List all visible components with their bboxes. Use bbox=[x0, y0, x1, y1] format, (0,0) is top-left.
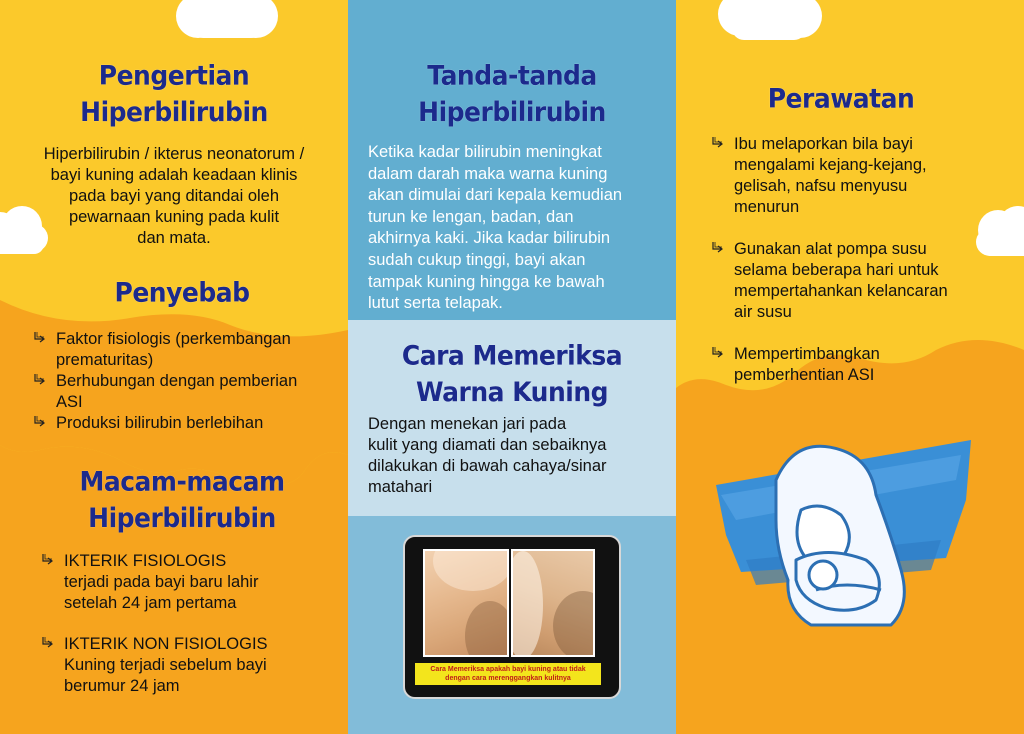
right-panel bbox=[676, 0, 1024, 734]
photo-caption-line2: dengan cara merenggangkan kulitnya bbox=[445, 675, 571, 682]
arrow-bullet-icon bbox=[40, 552, 56, 568]
tanda-line: dalam darah maka warna kuning bbox=[368, 164, 608, 183]
list-item-text: gelisah, nafsu menyusu bbox=[734, 177, 908, 195]
macam-title-line1: Macam-macam bbox=[79, 465, 285, 497]
penyebab-heading bbox=[0, 275, 348, 312]
cara-line: Dengan menekan jari pada bbox=[368, 415, 567, 433]
penyebab-list bbox=[32, 329, 342, 434]
list-item bbox=[32, 329, 342, 371]
left-panel bbox=[0, 0, 348, 734]
cara-heading bbox=[348, 337, 676, 410]
list-item-text: terjadi pada bayi baru lahir bbox=[64, 573, 259, 591]
photo-caption-line1: Cara Memeriksa apakah bayi kuning atau tidak bbox=[430, 666, 586, 673]
cloud-icon bbox=[710, 0, 830, 50]
tanda-line: turun ke lengan, badan, dan bbox=[368, 207, 574, 226]
macam-title-line2: Hiperbilirubin bbox=[88, 502, 276, 534]
perawatan-heading bbox=[676, 81, 1006, 118]
arrow-bullet-icon bbox=[710, 135, 726, 151]
arrow-bullet-icon bbox=[32, 372, 48, 388]
arrow-bullet-icon bbox=[32, 330, 48, 346]
penyebab-title: Penyebab bbox=[114, 276, 250, 309]
cloud-icon bbox=[168, 0, 288, 48]
pengertian-line: pada bayi yang ditandai oleh bbox=[68, 187, 280, 205]
list-item bbox=[40, 551, 340, 614]
tanda-title-line2: Hiperbilirubin bbox=[418, 96, 606, 128]
tanda-line: akhirnya kaki. Jika kadar bilirubin bbox=[368, 229, 611, 248]
photo-area bbox=[348, 516, 676, 734]
skin-photo-left bbox=[423, 549, 509, 657]
list-item-text: selama beberapa hari untuk bbox=[734, 261, 939, 279]
tanda-line: akan dimulai dari kepala kemudian bbox=[368, 186, 623, 205]
mother-baby-illustration bbox=[716, 440, 976, 630]
cara-body bbox=[368, 414, 668, 498]
pengertian-title-line1: Pengertian bbox=[98, 59, 250, 91]
list-item bbox=[710, 344, 1010, 386]
pengertian-line: dan mata. bbox=[137, 229, 211, 247]
pengertian-line: bayi kuning adalah keadaan klinis bbox=[50, 166, 298, 184]
arrow-bullet-icon bbox=[40, 635, 56, 651]
pengertian-line: Hiperbilirubin / ikterus neonatorum / bbox=[43, 145, 305, 163]
pengertian-line: pewarnaan kuning pada kulit bbox=[68, 208, 280, 226]
list-item-text: air susu bbox=[734, 303, 792, 321]
list-item-text: Produksi bilirubin berlebihan bbox=[56, 414, 264, 432]
list-item bbox=[40, 634, 340, 697]
cara-title-line1: Cara Memeriksa bbox=[401, 339, 623, 371]
list-item-text: ASI bbox=[56, 393, 83, 411]
list-item-text: Kuning terjadi sebelum bayi bbox=[64, 656, 267, 674]
perawatan-list bbox=[710, 134, 1010, 386]
list-item-text: Mempertimbangkan bbox=[734, 345, 880, 363]
macam-heading bbox=[0, 463, 348, 536]
arrow-bullet-icon bbox=[710, 345, 726, 361]
pengertian-body bbox=[10, 144, 338, 249]
list-item-text: Ibu melaporkan bila bayi bbox=[734, 135, 913, 153]
list-item-text: Berhubungan dengan pemberian bbox=[56, 372, 298, 390]
tanda-heading bbox=[348, 57, 676, 130]
cara-title-line2: Warna Kuning bbox=[415, 376, 609, 408]
cara-line: matahari bbox=[368, 478, 433, 496]
list-item bbox=[710, 134, 1010, 218]
photo-frame bbox=[403, 535, 621, 699]
skin-photo-right bbox=[511, 549, 595, 657]
list-item bbox=[32, 413, 342, 434]
list-item-text: berumur 24 jam bbox=[64, 677, 180, 695]
arrow-bullet-icon bbox=[32, 414, 48, 430]
macam-list bbox=[40, 551, 340, 697]
tanda-line: lutut serta telapak. bbox=[368, 294, 503, 313]
pengertian-heading bbox=[0, 57, 348, 130]
list-item-text: mempertahankan kelancaran bbox=[734, 282, 948, 300]
cara-line: kulit yang diamati dan sebaiknya bbox=[368, 436, 607, 454]
list-item-title: IKTERIK NON FISIOLOGIS bbox=[64, 635, 268, 653]
tanda-line: Ketika kadar bilirubin meningkat bbox=[368, 143, 602, 161]
list-item-text: Faktor fisiologis (perkembangan bbox=[56, 330, 291, 348]
list-item-text: mengalami kejang-kejang, bbox=[734, 156, 927, 174]
perawatan-title: Perawatan bbox=[767, 82, 915, 115]
tanda-line: sudah cukup tinggi, bayi akan bbox=[368, 250, 586, 269]
arrow-bullet-icon bbox=[710, 240, 726, 256]
list-item-text: setelah 24 jam pertama bbox=[64, 594, 237, 612]
tanda-title-line1: Tanda-tanda bbox=[427, 59, 597, 91]
list-item bbox=[710, 239, 1010, 323]
list-item-text: Gunakan alat pompa susu bbox=[734, 240, 927, 258]
list-item-text: prematuritas) bbox=[56, 351, 154, 369]
pengertian-title-line2: Hiperbilirubin bbox=[80, 96, 268, 128]
list-item-title: IKTERIK FISIOLOGIS bbox=[64, 552, 227, 570]
list-item bbox=[32, 371, 342, 413]
tanda-line: tampak kuning hingga ke bawah bbox=[368, 272, 605, 291]
list-item-text: pemberhentian ASI bbox=[734, 366, 875, 384]
tanda-body bbox=[368, 142, 668, 315]
photo-caption bbox=[415, 663, 601, 685]
middle-panel bbox=[348, 0, 676, 734]
list-item-text: menurun bbox=[734, 198, 800, 216]
cara-line: dilakukan di bawah cahaya/sinar bbox=[368, 457, 607, 475]
